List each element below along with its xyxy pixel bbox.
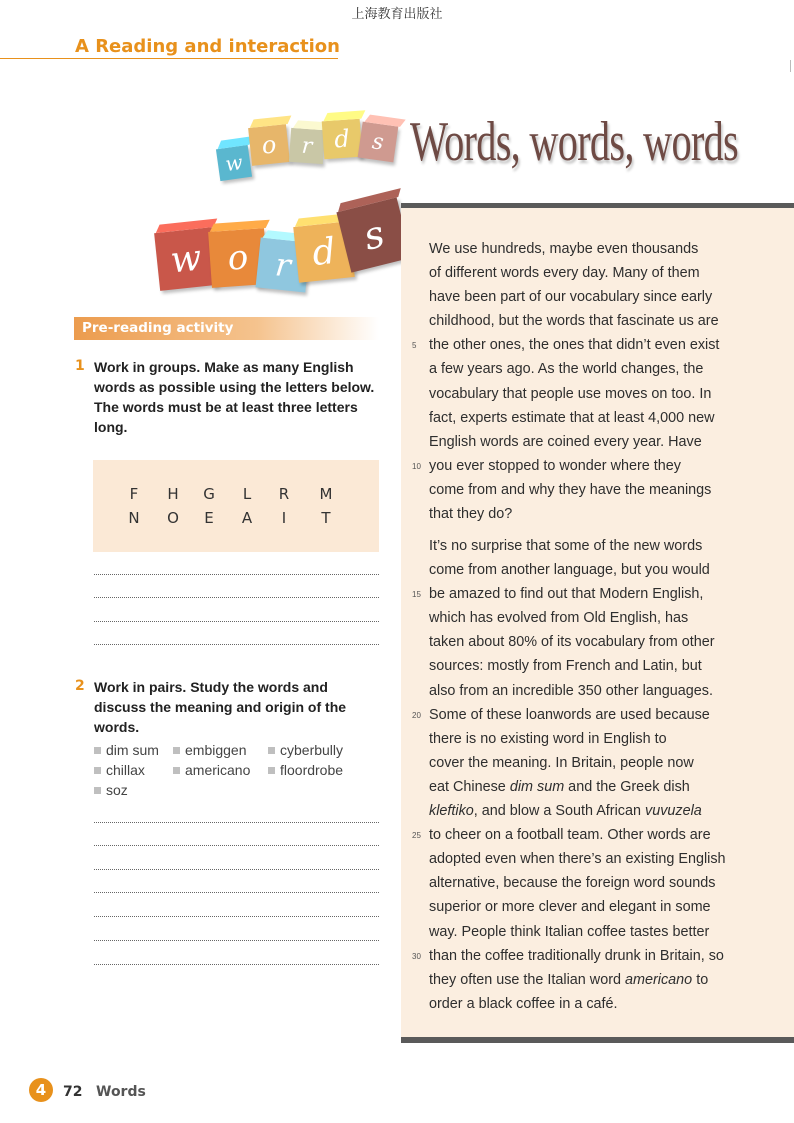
- reading-line: It’s no surprise that some of the new words: [429, 538, 703, 554]
- square-bullet-icon: [94, 767, 101, 774]
- line-number: 15: [412, 590, 421, 600]
- panel-top-bar: [401, 203, 794, 208]
- answer-line[interactable]: [94, 822, 379, 823]
- large-cube-r: r: [256, 238, 311, 293]
- word-item: embiggen: [173, 742, 247, 758]
- task-2-instructions: [94, 677, 384, 737]
- word-item: americano: [173, 762, 250, 778]
- letter: A: [241, 509, 253, 527]
- letter: L: [242, 485, 252, 503]
- reading-line: vocabulary that people use moves on too. In: [429, 385, 712, 402]
- letter: N: [128, 509, 140, 527]
- panel-bottom-bar: [401, 1037, 794, 1043]
- square-bullet-icon: [173, 767, 180, 774]
- answer-line[interactable]: [94, 964, 379, 965]
- reading-line: sources: mostly from French and Latin, but: [429, 658, 702, 675]
- reading-line: cover the meaning. In Britain, people now: [429, 754, 694, 771]
- title-cube-s: s: [358, 122, 399, 163]
- task-2-number: 2: [75, 678, 85, 694]
- reading-line: have been part of our vocabulary since early: [429, 289, 713, 306]
- answer-line[interactable]: [94, 574, 379, 575]
- letter: O: [167, 509, 179, 527]
- answer-line[interactable]: [94, 916, 379, 917]
- chapter-badge: 4: [29, 1078, 53, 1102]
- italic-term: americano: [625, 971, 693, 988]
- large-cube-s: s: [336, 197, 411, 272]
- answer-line[interactable]: [94, 621, 379, 622]
- line-number: 5: [412, 341, 417, 351]
- title-cube-d: d: [322, 119, 363, 160]
- italic-term: kleftiko: [429, 803, 474, 820]
- reading-line: superior or more clever and elegant in some: [429, 899, 711, 916]
- reading-line: that they do?: [429, 506, 513, 523]
- reading-line: eat Chinese dim sum and the Greek dish: [429, 778, 690, 795]
- letter: I: [281, 509, 287, 527]
- letter: F: [129, 485, 139, 503]
- reading-line: 15 be amazed to find out that Modern English,: [429, 582, 769, 606]
- word-item: soz: [94, 782, 128, 798]
- letters-box: [93, 460, 379, 552]
- section-rule: [0, 58, 338, 59]
- square-bullet-icon: [94, 787, 101, 794]
- title-cube-r: r: [289, 128, 325, 164]
- reading-paragraph-2: [412, 534, 769, 1016]
- unit-name: Words: [96, 1084, 146, 1100]
- italic-term: dim sum: [509, 778, 565, 795]
- square-bullet-icon: [268, 767, 275, 774]
- reading-line: come from another language, but you would: [429, 562, 710, 579]
- reading-line: which has evolved from Old English, has: [429, 610, 689, 627]
- large-cube-o: o: [208, 228, 268, 288]
- answer-line[interactable]: [94, 892, 379, 893]
- reading-line: of different words every day. Many of them: [429, 265, 700, 282]
- letter: H: [167, 485, 179, 503]
- reading-line: 10 you ever stopped to wonder where they: [429, 454, 769, 478]
- task-1-instructions: [94, 357, 384, 437]
- word-item: cyberbully: [268, 742, 343, 758]
- task-line: long.: [94, 419, 128, 435]
- line-number: 25: [412, 831, 421, 841]
- line-number: 10: [412, 461, 421, 471]
- task-1-number: 1: [75, 358, 85, 374]
- reading-line: a few years ago. As the world changes, the: [429, 361, 704, 378]
- line-number: 30: [412, 951, 421, 961]
- task-line: discuss the meaning and origin of the: [94, 699, 347, 715]
- task-line: words.: [94, 719, 140, 735]
- letter: E: [204, 509, 214, 527]
- task-line: The words must be at least three letters: [94, 399, 358, 415]
- word-item: chillax: [94, 762, 145, 778]
- reading-line: taken about 80% of its vocabulary from other: [429, 634, 715, 651]
- reading-line: 30 than the coffee traditionally drunk in Britain, so: [429, 944, 769, 968]
- task-line: Work in groups. Make as many English: [94, 359, 354, 375]
- section-heading: A Reading and interaction: [75, 36, 340, 57]
- letter: M: [319, 485, 333, 503]
- reading-line: order a black coffee in a café.: [429, 995, 618, 1012]
- reading-line: adopted even when there’s an existing English: [429, 851, 726, 868]
- letter: G: [203, 485, 215, 503]
- page-edge-mark: [790, 60, 791, 72]
- line-number: 20: [412, 710, 421, 720]
- letter: T: [321, 509, 331, 527]
- task-line: words as possible using the letters below.: [94, 379, 375, 395]
- reading-line: English words are coined every year. Have: [429, 433, 702, 450]
- title-cube-o: o: [248, 124, 290, 166]
- square-bullet-icon: [268, 747, 275, 754]
- pre-reading-label: Pre-reading activity: [74, 317, 379, 340]
- task-line: Work in pairs. Study the words and: [94, 679, 328, 695]
- square-bullet-icon: [94, 747, 101, 754]
- answer-line[interactable]: [94, 869, 379, 870]
- answer-line[interactable]: [94, 940, 379, 941]
- answer-line[interactable]: [94, 644, 379, 645]
- reading-line: alternative, because the foreign word sounds: [429, 875, 716, 892]
- reading-line: 5 the other ones, the ones that didn’t even exist: [429, 333, 769, 357]
- reading-line: also from an incredible 350 other languages.: [429, 682, 713, 699]
- letter: R: [278, 485, 290, 503]
- reading-line: they often use the Italian word americano to: [429, 971, 709, 988]
- square-bullet-icon: [173, 747, 180, 754]
- large-cube-d: d: [293, 221, 355, 283]
- reading-paragraph-1: [412, 237, 769, 526]
- reading-line: come from and why they have the meanings: [429, 481, 712, 498]
- reading-line: kleftiko, and blow a South African vuvuzela: [429, 803, 702, 820]
- title-banner: Words, words, words: [410, 111, 739, 173]
- title-cube-w: w: [216, 145, 252, 181]
- page-number: 72: [63, 1084, 83, 1100]
- reading-line: 25 to cheer on a football team. Other words are: [429, 823, 769, 847]
- answer-line[interactable]: [94, 597, 379, 598]
- reading-line: way. People think Italian coffee tastes better: [429, 923, 710, 940]
- word-item: dim sum: [94, 742, 159, 758]
- word-item: floordrobe: [268, 762, 343, 778]
- reading-line: fact, experts estimate that at least 4,000 new: [429, 409, 715, 426]
- reading-line: childhood, but the words that fascinate us are: [429, 313, 719, 330]
- large-cube-w: w: [154, 227, 218, 291]
- answer-line[interactable]: [94, 845, 379, 846]
- italic-term: vuvuzela: [645, 803, 702, 820]
- reading-line: We use hundreds, maybe even thousands: [429, 241, 699, 257]
- reading-line: there is no existing word in English to: [429, 730, 667, 747]
- publisher-name: 上海教育出版社: [351, 7, 443, 22]
- reading-line: 20 Some of these loanwords are used because: [429, 703, 769, 727]
